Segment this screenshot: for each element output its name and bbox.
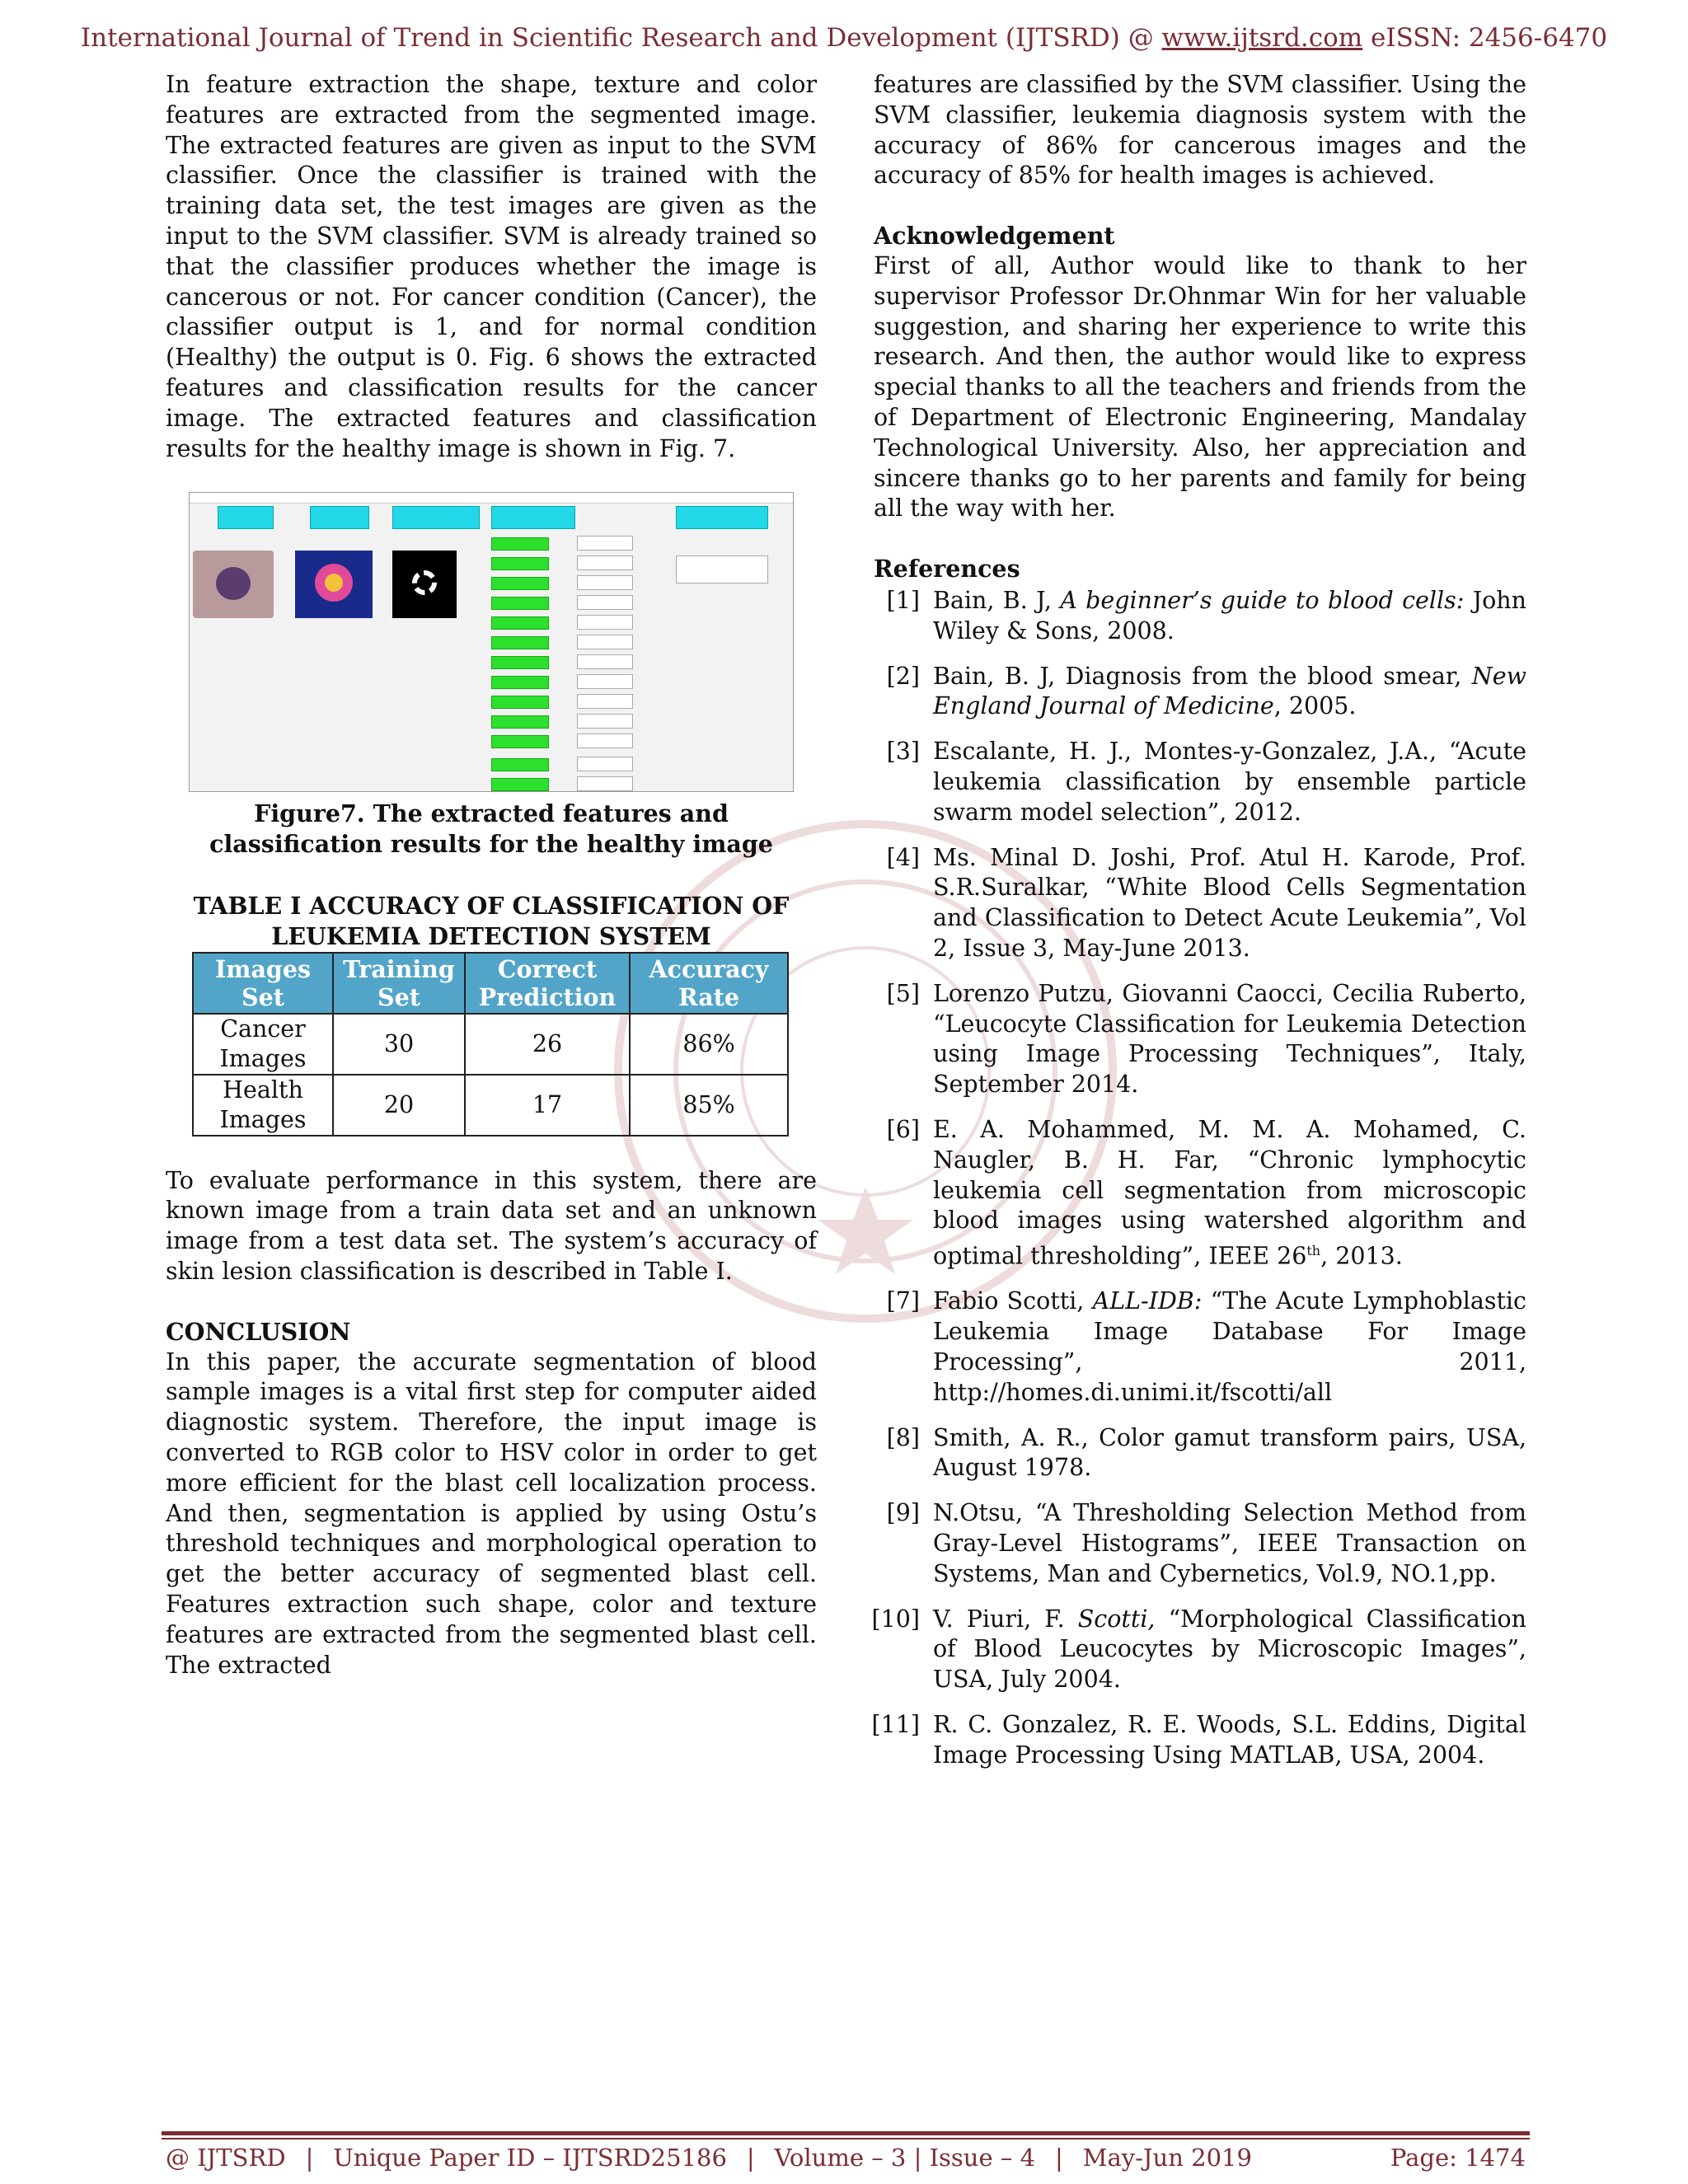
journal-link[interactable]: www.ijtsrd.com bbox=[1161, 23, 1363, 53]
reference-text: , 2005. bbox=[1273, 692, 1357, 720]
table-caption: TABLE I ACCURACY OF CLASSIFICATION OF LEUKEMIA DETECTION SYSTEM bbox=[193, 891, 790, 950]
reference-text: “The Acute Lymphoblastic Leukemia Image Database For Image Processing”, 2011, http://homes.di.unimi.it/fscotti/all bbox=[933, 1287, 1526, 1406]
reference-text: Lorenzo Putzu, Giovanni Caocci, Cecilia Ruberto, “Leucocyte Classification for Leukemia Detection using Image Processing Techniques”, Italy, September 2014. bbox=[933, 979, 1526, 1099]
figure-7-screenshot bbox=[189, 492, 794, 792]
reference-number: [9] bbox=[886, 1499, 920, 1527]
left-column bbox=[166, 70, 817, 1680]
acknowledgement-paragraph: First of all, Author would like to thank to her supervisor Professor Dr.Ohnmar Win for her valuable suggestion, and sharing her experience to write this research. And then, the author would like to express special thanks to all the teachers and friends from the of Department of Electronic Engineering, Mandalay Technological University. Also, her appreciation and sincere thanks go to her parents and family for being all the way with her. bbox=[874, 251, 1526, 523]
footer-page: Page: 1474 bbox=[1390, 2144, 1526, 2172]
footer-sep: | bbox=[305, 2144, 314, 2172]
footer-volume: Volume – 3 | Issue – 4 bbox=[774, 2144, 1036, 2172]
reference-number: [6] bbox=[886, 1115, 920, 1143]
reference-list bbox=[871, 586, 1526, 1771]
table-cell: Cancer Images bbox=[193, 1014, 333, 1075]
table-header-cell: Training Set bbox=[333, 953, 465, 1014]
footer-paper-id: Unique Paper ID – IJTSRD25186 bbox=[333, 2144, 727, 2172]
table-header-cell: Images Set bbox=[193, 953, 333, 1014]
reference-item bbox=[874, 662, 1526, 723]
reference-text: Escalante, H. J., Montes-y-Gonzalez, J.A., “Acute leukemia classification by ensemble particle swarm model selection”, 2012. bbox=[933, 738, 1526, 826]
table-cell: 86% bbox=[630, 1014, 788, 1075]
running-footer bbox=[166, 2144, 1526, 2172]
header-issn: eISSN: 2456-6470 bbox=[1362, 23, 1608, 53]
evaluation-paragraph: To evaluate performance in this system, there are known image from a train data set and an unknown image from a test data set. The system’s accuracy of skin lesion classification is described in Table I. bbox=[166, 1166, 817, 1285]
footer-journal: @ IJTSRD bbox=[166, 2144, 286, 2172]
reference-item bbox=[874, 843, 1526, 964]
reference-text: E. A. Mohammed, M. M. A. Mohamed, C. Naugler, B. H. Far, “Chronic lymphocytic leukemia cell segmentation from microscopic blood images using watershed algorithm and optimal thresholding”, IEEE 26 bbox=[933, 1115, 1526, 1270]
table-cell: 85% bbox=[630, 1075, 788, 1136]
reference-text: Ms. Minal D. Joshi, Prof. Atul H. Karode, Prof. S.R.Suralkar, “White Blood Cells Segmentation and Classification to Detect Acute Leukemia”, Vol 2, Issue 3, May-June 2013. bbox=[933, 843, 1526, 962]
reference-superscript: th bbox=[1306, 1243, 1321, 1259]
reference-item bbox=[874, 586, 1526, 647]
figure-caption: Figure7. The extracted features and classification results for the healthy image bbox=[209, 799, 773, 859]
table-row bbox=[193, 1014, 788, 1075]
reference-number: [10] bbox=[871, 1605, 920, 1633]
conclusion-paragraph: In this paper, the accurate segmentation of blood sample images is a vital first step for computer aided diagnostic system. Therefore, the input image is converted to RGB color to HSV color in order to get more efficient for the blast cell localization process. And then, segmentation is applied by using Ostu’s threshold techniques and morphological operation to get the better accuracy of segmented blast cell. Features extraction such shape, color and texture features are extracted from the segmented blast cell. The extracted bbox=[166, 1347, 817, 1679]
reference-item bbox=[874, 1423, 1526, 1484]
table-cell: 17 bbox=[465, 1075, 630, 1136]
reference-number: [7] bbox=[886, 1287, 920, 1315]
accuracy-table bbox=[192, 952, 789, 1137]
conclusion-heading: CONCLUSION bbox=[166, 1317, 351, 1346]
reference-item bbox=[874, 979, 1526, 1100]
reference-number: [3] bbox=[886, 738, 920, 766]
header-text: International Journal of Trend in Scientific Research and Development (IJTSRD) @ bbox=[80, 23, 1162, 53]
footer-date: May-Jun 2019 bbox=[1082, 2144, 1252, 2172]
reference-text: Fabio Scotti, bbox=[933, 1287, 1093, 1315]
footer-rule bbox=[162, 2138, 1530, 2139]
reference-item bbox=[871, 1710, 1526, 1771]
reference-number: [2] bbox=[886, 662, 920, 690]
running-header bbox=[0, 23, 1688, 53]
reference-text: Bain, B. J, bbox=[933, 586, 1061, 614]
table-header-cell: Accuracy Rate bbox=[630, 953, 788, 1014]
reference-number: [5] bbox=[886, 979, 920, 1007]
reference-item bbox=[874, 1498, 1526, 1589]
continuation-paragraph: features are classified by the SVM classifier. Using the SVM classifier, leukemia diagnosis system with the accuracy of 86% for cancerous images and the accuracy of 85% for health images is achieved. bbox=[874, 71, 1526, 190]
table-cell: Health Images bbox=[193, 1075, 333, 1136]
reference-number: [8] bbox=[886, 1423, 920, 1451]
reference-text: Smith, A. R., Color gamut transform pairs, USA, August 1978. bbox=[933, 1423, 1526, 1482]
reference-text: N.Otsu, “A Thresholding Selection Method from Gray-Level Histograms”, IEEE Transaction on Systems, Man and Cybernetics, Vol.9, NO.1,pp. bbox=[933, 1499, 1526, 1587]
reference-title: New England Journal of Medicine bbox=[933, 662, 1526, 720]
reference-text: V. Piuri, F. bbox=[933, 1605, 1078, 1633]
reference-text: , 2013. bbox=[1320, 1242, 1403, 1270]
reference-item bbox=[874, 737, 1526, 827]
reference-title: ALL-IDB: bbox=[1092, 1287, 1203, 1315]
reference-number: [4] bbox=[886, 843, 920, 871]
reference-title: Scotti, bbox=[1077, 1605, 1156, 1633]
reference-text: Bain, B. J, Diagnosis from the blood smear, bbox=[933, 662, 1472, 690]
table-cell: 30 bbox=[333, 1014, 465, 1075]
table-cell: 20 bbox=[333, 1075, 465, 1136]
table-header-cell: Correct Prediction bbox=[465, 953, 630, 1014]
table-cell: 26 bbox=[465, 1014, 630, 1075]
reference-item bbox=[874, 1286, 1526, 1408]
reference-item bbox=[874, 1115, 1526, 1272]
footer-sep: | bbox=[1055, 2144, 1063, 2172]
references-heading: References bbox=[874, 555, 1020, 583]
right-column bbox=[871, 70, 1526, 1786]
reference-number: [1] bbox=[886, 586, 920, 614]
acknowledgement-heading: Acknowledgement bbox=[874, 222, 1115, 251]
reference-number: [11] bbox=[871, 1710, 920, 1738]
reference-text: John Wiley & Sons, 2008. bbox=[933, 586, 1526, 644]
footer-sep: | bbox=[746, 2144, 755, 2172]
reference-text: “Morphological Classification of Blood Leucocytes by Microscopic Images”, USA, July 2004. bbox=[933, 1605, 1526, 1694]
reference-title: A beginner’s guide to blood cells: bbox=[1060, 586, 1465, 614]
table-row bbox=[193, 1075, 788, 1136]
reference-item bbox=[871, 1605, 1526, 1695]
reference-text: R. C. Gonzalez, R. E. Woods, S.L. Eddins, Digital Image Processing Using MATLAB, USA, 2004. bbox=[933, 1710, 1526, 1769]
footer-rule bbox=[162, 2131, 1530, 2135]
intro-paragraph: In feature extraction the shape, texture and color features are extracted from the segmented image. The extracted features are given as input to the SVM classifier. Once the classifier is trained with the training data set, the test images are given as the input to the SVM classifier. SVM is already trained so that the classifier produces whether the image is cancerous or not. For cancer condition (Cancer), the classifier output is 1, and for normal condition (Healthy) the output is 0. Fig. 6 shows the extracted features and classification results for the cancer image. The extracted features and classification results for the healthy image is shown in Fig. 7. bbox=[166, 71, 817, 462]
